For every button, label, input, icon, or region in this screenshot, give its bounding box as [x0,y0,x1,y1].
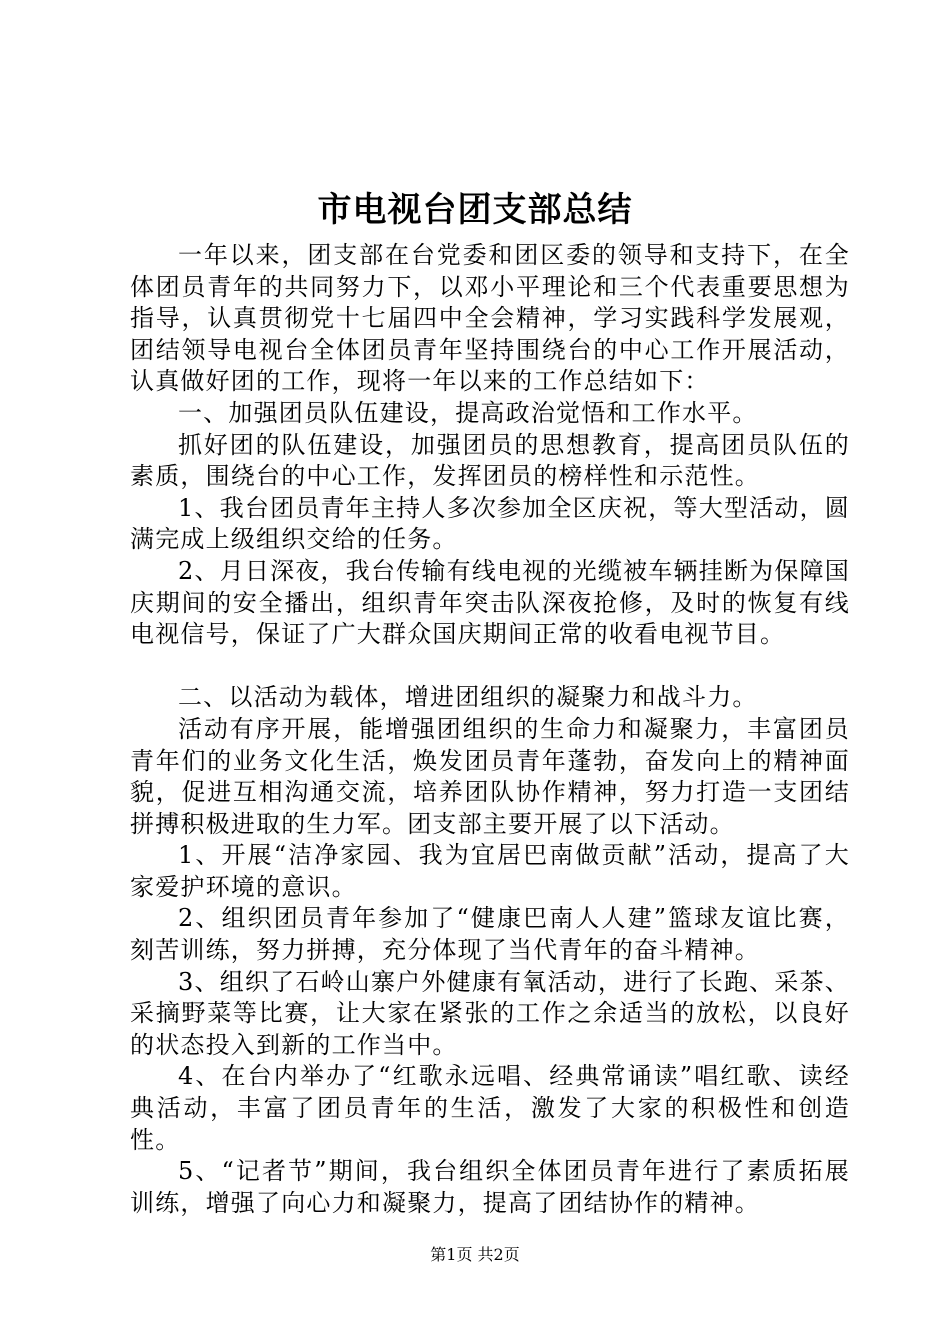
section-2-item-3: 3、组织了石岭山寨户外健康有氧活动，进行了长跑、采茶、采摘野菜等比赛，让大家在紧张的工作之余适当的放松，以良好的状态投入到新的工作当中。 [130,967,850,1059]
section-2-item-1: 1、开展“洁净家园、我为宜居巴南做贡献”活动，提高了大家爱护环境的意识。 [130,841,850,901]
section-heading-2: 二、以活动为载体，增进团组织的凝聚力和战斗力。 [178,683,758,712]
section-1-item-2: 2、月日深夜，我台传输有线电视的光缆被车辆挂断为保障国庆期间的安全播出，组织青年突击队深夜抢修，及时的恢复有线电视信号，保证了广大群众国庆期间正常的收看电视节目。 [130,556,850,649]
section-1-item-1: 1、我台团员青年主持人多次参加全区庆祝，等大型活动，圆满完成上级组织交给的任务。 [130,493,850,554]
page-number-footer: 第1页 共2页 [430,1245,520,1264]
section-2-summary: 活动有序开展，能增强团组织的生命力和凝聚力，丰富团员青年们的业务文化生活，焕发团员青年蓬勃，奋发向上的精神面貌，促进互相沟通交流，培养团队协作精神，努力打造一支团结拼搏积极进取的生力军。团支部主要开展了以下活动。 [130,714,850,838]
section-heading-1: 一、加强团员队伍建设，提高政治觉悟和工作水平。 [178,398,758,427]
section-1-summary: 抓好团的队伍建设，加强团员的思想教育，提高团员队伍的素质，围绕台的中心工作，发挥团员的榜样性和示范性。 [130,430,850,491]
section-2-item-4: 4、在台内举办了“红歌永远唱、经典常诵读”唱红歌、读经典活动，丰富了团员青年的生活，激发了大家的积极性和创造性。 [130,1062,850,1154]
intro-paragraph: 一年以来，团支部在台党委和团区委的领导和支持下，在全体团员青年的共同努力下，以邓小平理论和三个代表重要思想为指导，认真贯彻党十七届四中全会精神，学习实践科学发展观，团结领导电视台全体团员青年坚持围绕台的中心工作开展活动，认真做好团的工作，现将一年以来的工作总结如下： [130,241,850,396]
document-body [130,240,850,1219]
section-2-item-2: 2、组织团员青年参加了“健康巴南人人建”篮球友谊比赛，刻苦训练，努力拼搏，充分体现了当代青年的奋斗精神。 [130,904,850,965]
document-title: 市电视台团支部总结 [317,190,633,230]
section-2-item-5: 5、“记者节”期间，我台组织全体团员青年进行了素质拓展训练，增强了向心力和凝聚力，提高了团结协作的精神。 [130,1157,850,1217]
